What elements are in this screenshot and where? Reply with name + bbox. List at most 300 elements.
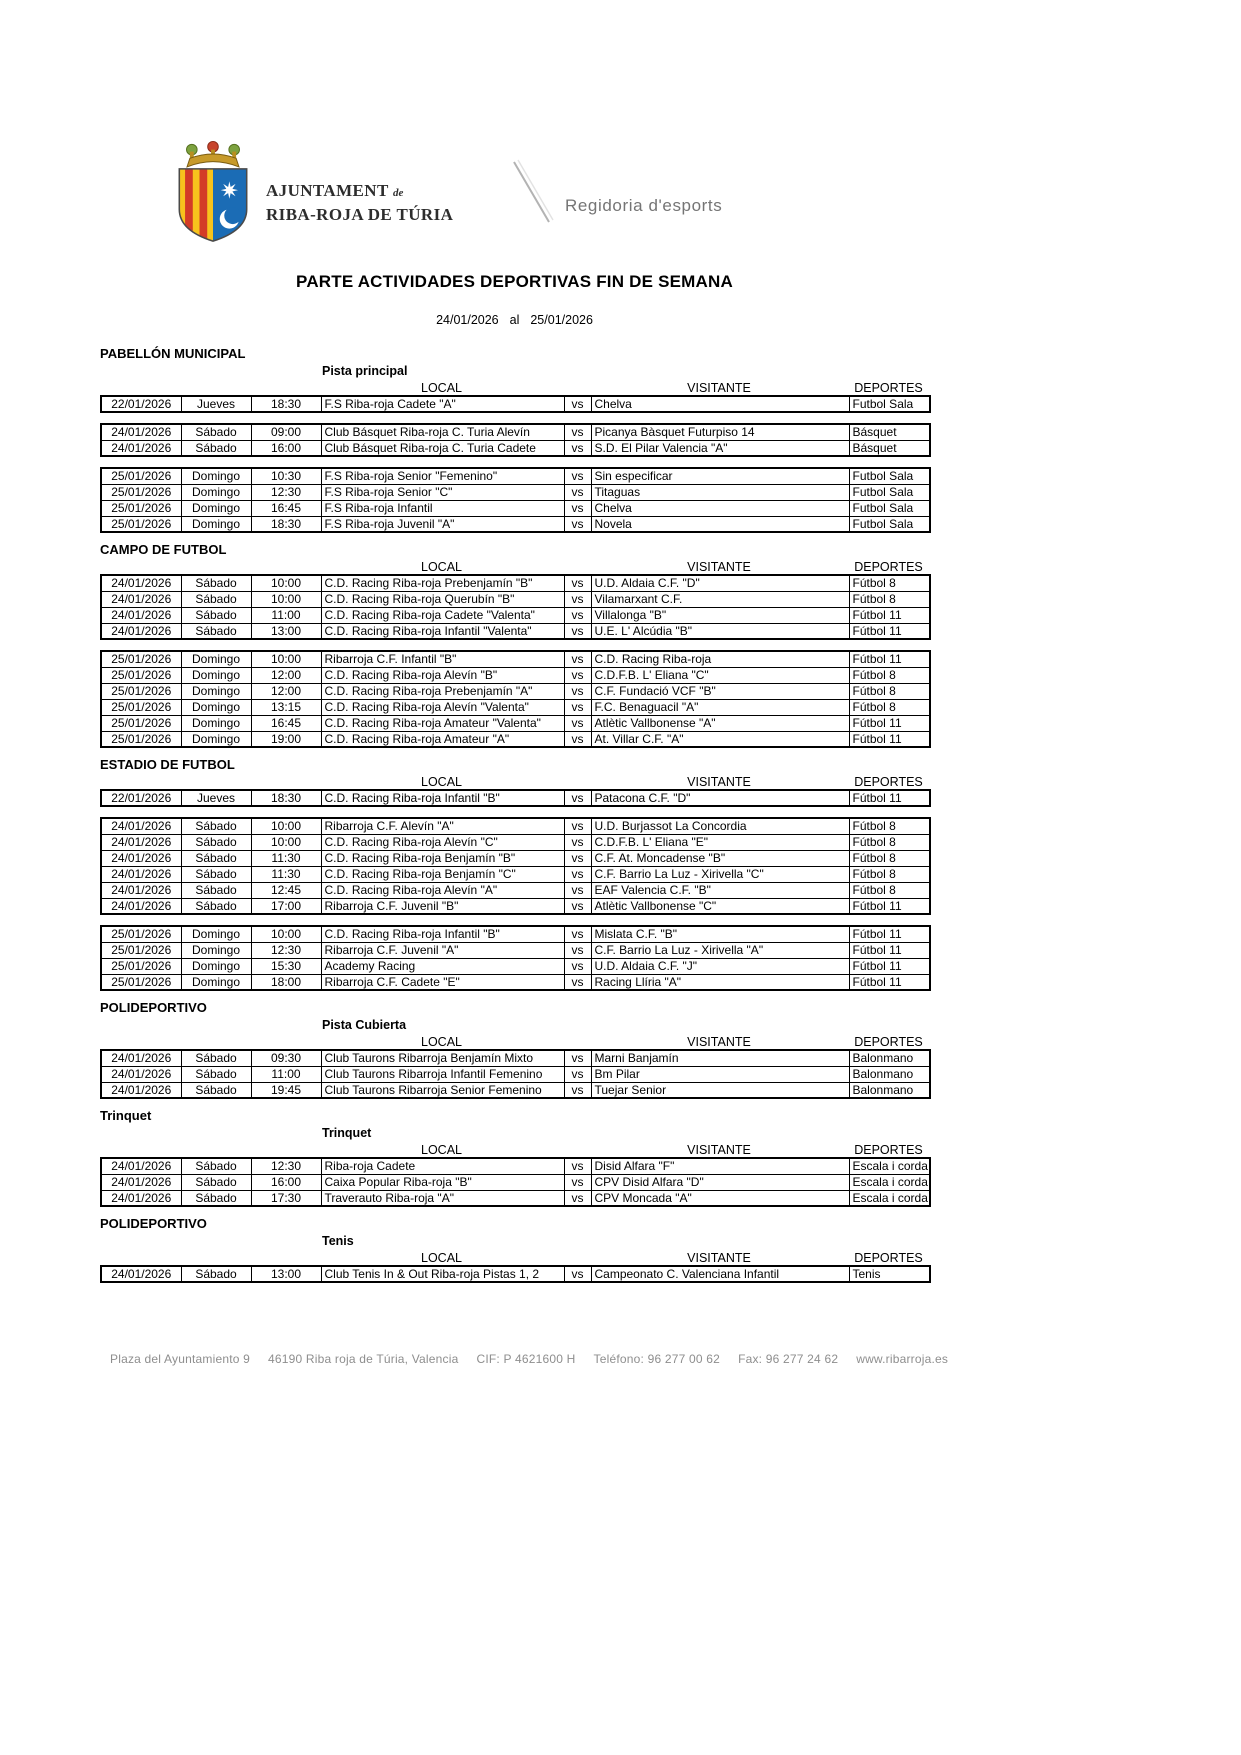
match-date: 25/01/2026 bbox=[101, 468, 181, 484]
matches-table bbox=[100, 817, 931, 915]
match-row bbox=[101, 468, 930, 484]
date-separator: al bbox=[509, 313, 520, 327]
venue-heading: POLIDEPORTIVO bbox=[100, 1000, 207, 1015]
match-day: Domingo bbox=[181, 715, 251, 731]
match-day: Jueves bbox=[181, 790, 251, 806]
match-date: 24/01/2026 bbox=[101, 818, 181, 834]
match-local-team: F.S Riba-roja Infantil bbox=[321, 500, 564, 516]
match-visiting-team: Titaguas bbox=[591, 484, 849, 500]
match-day: Sábado bbox=[181, 1158, 251, 1174]
col-header-local: LOCAL bbox=[421, 1143, 462, 1157]
shield-icon bbox=[179, 169, 246, 244]
vs-label: vs bbox=[564, 607, 591, 623]
match-local-team: Ribarroja C.F. Cadete "E" bbox=[321, 974, 564, 990]
match-time: 18:30 bbox=[251, 396, 321, 412]
vs-label: vs bbox=[564, 1066, 591, 1082]
star-icon bbox=[221, 181, 238, 198]
match-visiting-team: U.D. Aldaia C.F. "D" bbox=[591, 575, 849, 591]
footer bbox=[110, 1352, 1190, 1366]
match-visiting-team: At. Villar C.F. "A" bbox=[591, 731, 849, 747]
col-header-deportes: DEPORTES bbox=[854, 775, 923, 789]
match-local-team: Club Taurons Ribarroja Benjamín Mixto bbox=[321, 1050, 564, 1066]
match-sport: Fútbol 11 bbox=[849, 607, 930, 623]
footer-segment: 46190 Riba roja de Túria, Valencia bbox=[268, 1352, 459, 1366]
match-date: 25/01/2026 bbox=[101, 942, 181, 958]
match-visiting-team: C.F. At. Moncadense "B" bbox=[591, 850, 849, 866]
col-header-visitante: VISITANTE bbox=[687, 1143, 751, 1157]
match-visiting-team: Tuejar Senior bbox=[591, 1082, 849, 1098]
match-visiting-team: U.D. Aldaia C.F. "J" bbox=[591, 958, 849, 974]
match-sport: Fútbol 11 bbox=[849, 942, 930, 958]
match-sport: Fútbol 8 bbox=[849, 683, 930, 699]
match-time: 11:30 bbox=[251, 850, 321, 866]
town-coat-of-arms-logo bbox=[168, 140, 258, 244]
match-day: Jueves bbox=[181, 396, 251, 412]
match-groups bbox=[100, 1157, 929, 1207]
match-local-team: C.D. Racing Riba-roja Benjamín "B" bbox=[321, 850, 564, 866]
vs-label: vs bbox=[564, 974, 591, 990]
vs-label: vs bbox=[564, 1266, 591, 1282]
match-row bbox=[101, 834, 930, 850]
match-time: 17:30 bbox=[251, 1190, 321, 1206]
col-header-local: LOCAL bbox=[421, 775, 462, 789]
match-row bbox=[101, 1266, 930, 1282]
footer-segment: Teléfono: 96 277 00 62 bbox=[593, 1352, 721, 1366]
match-local-team: F.S Riba-roja Juvenil "A" bbox=[321, 516, 564, 532]
match-time: 19:00 bbox=[251, 731, 321, 747]
match-sport: Balonmano bbox=[849, 1050, 930, 1066]
vs-label: vs bbox=[564, 926, 591, 942]
match-day: Domingo bbox=[181, 683, 251, 699]
column-headers bbox=[100, 558, 929, 574]
match-row bbox=[101, 683, 930, 699]
match-time: 10:00 bbox=[251, 591, 321, 607]
venue-section bbox=[100, 346, 929, 533]
match-time: 10:00 bbox=[251, 834, 321, 850]
match-day: Sábado bbox=[181, 1050, 251, 1066]
match-day: Domingo bbox=[181, 468, 251, 484]
match-local-team: C.D. Racing Riba-roja Benjamín "C" bbox=[321, 866, 564, 882]
venue-heading: PABELLÓN MUNICIPAL bbox=[100, 346, 246, 361]
column-headers bbox=[100, 773, 929, 789]
match-local-team: C.D. Racing Riba-roja Alevín "B" bbox=[321, 667, 564, 683]
match-sport: Fútbol 11 bbox=[849, 623, 930, 639]
crown-icon bbox=[187, 141, 240, 167]
match-row bbox=[101, 1190, 930, 1206]
match-row bbox=[101, 575, 930, 591]
match-sport: Fútbol 11 bbox=[849, 898, 930, 914]
footer-segment: CIF: P 4621600 H bbox=[476, 1352, 576, 1366]
match-date: 22/01/2026 bbox=[101, 790, 181, 806]
match-local-team: Club Taurons Ribarroja Senior Femenino bbox=[321, 1082, 564, 1098]
match-sport: Fútbol 11 bbox=[849, 926, 930, 942]
match-row bbox=[101, 882, 930, 898]
match-local-team: Ribarroja C.F. Alevín "A" bbox=[321, 818, 564, 834]
venue-section bbox=[100, 1216, 929, 1283]
match-row bbox=[101, 926, 930, 942]
match-time: 16:00 bbox=[251, 440, 321, 456]
match-row bbox=[101, 424, 930, 440]
vs-label: vs bbox=[564, 1082, 591, 1098]
match-row bbox=[101, 1158, 930, 1174]
venue-heading: POLIDEPORTIVO bbox=[100, 1216, 207, 1231]
footer-segment: Plaza del Ayuntamiento 9 bbox=[110, 1352, 251, 1366]
match-time: 09:00 bbox=[251, 424, 321, 440]
match-time: 17:00 bbox=[251, 898, 321, 914]
match-row bbox=[101, 974, 930, 990]
match-time: 11:00 bbox=[251, 607, 321, 623]
match-time: 12:00 bbox=[251, 683, 321, 699]
match-sport: Fútbol 8 bbox=[849, 591, 930, 607]
match-sport: Fútbol 8 bbox=[849, 667, 930, 683]
match-day: Sábado bbox=[181, 834, 251, 850]
org-name-line1: AJUNTAMENT bbox=[266, 181, 389, 200]
match-local-team: F.S Riba-roja Cadete "A" bbox=[321, 396, 564, 412]
match-date: 25/01/2026 bbox=[101, 974, 181, 990]
match-visiting-team: Chelva bbox=[591, 500, 849, 516]
match-row bbox=[101, 1050, 930, 1066]
match-time: 16:00 bbox=[251, 1174, 321, 1190]
court-heading: Tenis bbox=[322, 1234, 354, 1248]
matches-table bbox=[100, 1049, 931, 1099]
match-date: 25/01/2026 bbox=[101, 500, 181, 516]
match-sport: Escala i corda bbox=[849, 1174, 930, 1190]
col-header-local: LOCAL bbox=[421, 381, 462, 395]
match-local-team: C.D. Racing Riba-roja Alevín "Valenta" bbox=[321, 699, 564, 715]
match-sport: Fútbol 8 bbox=[849, 575, 930, 591]
match-sport: Básquet bbox=[849, 440, 930, 456]
match-time: 12:30 bbox=[251, 942, 321, 958]
match-day: Sábado bbox=[181, 850, 251, 866]
match-day: Domingo bbox=[181, 651, 251, 667]
match-local-team: Club Tenis In & Out Riba-roja Pistas 1, 2 bbox=[321, 1266, 564, 1282]
match-date: 24/01/2026 bbox=[101, 882, 181, 898]
match-day: Sábado bbox=[181, 591, 251, 607]
vs-label: vs bbox=[564, 1158, 591, 1174]
match-time: 13:00 bbox=[251, 1266, 321, 1282]
match-visiting-team: Disid Alfara "F" bbox=[591, 1158, 849, 1174]
match-visiting-team: U.D. Burjassot La Concordia bbox=[591, 818, 849, 834]
match-sport: Futbol Sala bbox=[849, 500, 930, 516]
match-row bbox=[101, 440, 930, 456]
match-sport: Futbol Sala bbox=[849, 396, 930, 412]
vs-label: vs bbox=[564, 731, 591, 747]
match-row bbox=[101, 396, 930, 412]
match-sport: Fútbol 8 bbox=[849, 699, 930, 715]
match-time: 10:00 bbox=[251, 818, 321, 834]
date-to: 25/01/2026 bbox=[530, 313, 593, 327]
match-visiting-team: Chelva bbox=[591, 396, 849, 412]
match-day: Domingo bbox=[181, 516, 251, 532]
match-date: 25/01/2026 bbox=[101, 715, 181, 731]
match-row bbox=[101, 715, 930, 731]
match-sport: Fútbol 8 bbox=[849, 834, 930, 850]
department-name: Regidoria d'esports bbox=[565, 196, 723, 215]
match-visiting-team: CPV Disid Alfara "D" bbox=[591, 1174, 849, 1190]
match-date: 25/01/2026 bbox=[101, 651, 181, 667]
match-row bbox=[101, 866, 930, 882]
venue-heading: CAMPO DE FUTBOL bbox=[100, 542, 227, 557]
match-sport: Fútbol 11 bbox=[849, 715, 930, 731]
match-day: Sábado bbox=[181, 1190, 251, 1206]
org-name-particle: de bbox=[393, 187, 404, 199]
match-groups bbox=[100, 1265, 929, 1283]
match-day: Sábado bbox=[181, 607, 251, 623]
match-visiting-team: Vilamarxant C.F. bbox=[591, 591, 849, 607]
match-date: 24/01/2026 bbox=[101, 1190, 181, 1206]
match-day: Sábado bbox=[181, 818, 251, 834]
matches-table bbox=[100, 574, 931, 640]
match-time: 10:00 bbox=[251, 926, 321, 942]
col-header-visitante: VISITANTE bbox=[687, 560, 751, 574]
match-date: 24/01/2026 bbox=[101, 1174, 181, 1190]
match-sport: Fútbol 8 bbox=[849, 850, 930, 866]
match-time: 15:30 bbox=[251, 958, 321, 974]
vs-label: vs bbox=[564, 651, 591, 667]
match-time: 13:15 bbox=[251, 699, 321, 715]
match-row bbox=[101, 607, 930, 623]
match-groups bbox=[100, 1049, 929, 1099]
match-visiting-team: Novela bbox=[591, 516, 849, 532]
match-date: 25/01/2026 bbox=[101, 683, 181, 699]
col-header-local: LOCAL bbox=[421, 1035, 462, 1049]
col-header-deportes: DEPORTES bbox=[854, 1143, 923, 1157]
match-date: 25/01/2026 bbox=[101, 484, 181, 500]
match-sport: Futbol Sala bbox=[849, 516, 930, 532]
vs-label: vs bbox=[564, 699, 591, 715]
page-title: PARTE ACTIVIDADES DEPORTIVAS FIN DE SEMANA bbox=[296, 272, 733, 291]
match-sport: Balonmano bbox=[849, 1066, 930, 1082]
match-date: 24/01/2026 bbox=[101, 607, 181, 623]
match-visiting-team: Sin especificar bbox=[591, 468, 849, 484]
match-row bbox=[101, 699, 930, 715]
match-sport: Futbol Sala bbox=[849, 484, 930, 500]
match-date: 22/01/2026 bbox=[101, 396, 181, 412]
match-row bbox=[101, 516, 930, 532]
vs-label: vs bbox=[564, 1174, 591, 1190]
match-groups bbox=[100, 395, 929, 533]
match-date: 24/01/2026 bbox=[101, 898, 181, 914]
match-date: 24/01/2026 bbox=[101, 1050, 181, 1066]
match-day: Sábado bbox=[181, 1066, 251, 1082]
vs-label: vs bbox=[564, 591, 591, 607]
match-local-team: Ribarroja C.F. Juvenil "B" bbox=[321, 898, 564, 914]
vs-label: vs bbox=[564, 790, 591, 806]
match-time: 19:45 bbox=[251, 1082, 321, 1098]
match-visiting-team: C.D. Racing Riba-roja bbox=[591, 651, 849, 667]
match-visiting-team: Picanya Bàsquet Futurpiso 14 bbox=[591, 424, 849, 440]
match-local-team: Club Básquet Riba-roja C. Turia Alevín bbox=[321, 424, 564, 440]
column-headers bbox=[100, 1141, 929, 1157]
vs-label: vs bbox=[564, 818, 591, 834]
matches-table bbox=[100, 789, 931, 807]
venue-heading: Trinquet bbox=[100, 1108, 152, 1123]
match-sport: Fútbol 11 bbox=[849, 974, 930, 990]
match-sport: Escala i corda bbox=[849, 1158, 930, 1174]
col-header-deportes: DEPORTES bbox=[854, 1251, 923, 1265]
match-visiting-team: CPV Moncada "A" bbox=[591, 1190, 849, 1206]
match-groups bbox=[100, 574, 929, 748]
match-local-team: C.D. Racing Riba-roja Prebenjamín "B" bbox=[321, 575, 564, 591]
match-row bbox=[101, 623, 930, 639]
match-time: 10:00 bbox=[251, 575, 321, 591]
match-time: 13:00 bbox=[251, 623, 321, 639]
match-date: 24/01/2026 bbox=[101, 1066, 181, 1082]
court-heading: Pista Cubierta bbox=[322, 1018, 407, 1032]
match-time: 09:30 bbox=[251, 1050, 321, 1066]
match-time: 18:30 bbox=[251, 790, 321, 806]
match-row bbox=[101, 958, 930, 974]
match-visiting-team: Mislata C.F. "B" bbox=[591, 926, 849, 942]
match-date: 24/01/2026 bbox=[101, 850, 181, 866]
match-local-team: Ribarroja C.F. Juvenil "A" bbox=[321, 942, 564, 958]
match-time: 10:00 bbox=[251, 651, 321, 667]
diagonal-divider bbox=[505, 158, 557, 228]
match-local-team: Academy Racing bbox=[321, 958, 564, 974]
match-date: 24/01/2026 bbox=[101, 1266, 181, 1282]
match-local-team: C.D. Racing Riba-roja Infantil "Valenta" bbox=[321, 623, 564, 639]
match-day: Sábado bbox=[181, 623, 251, 639]
match-local-team: C.D. Racing Riba-roja Amateur "A" bbox=[321, 731, 564, 747]
match-sport: Fútbol 8 bbox=[849, 866, 930, 882]
match-row bbox=[101, 818, 930, 834]
match-sport: Futbol Sala bbox=[849, 468, 930, 484]
match-time: 12:45 bbox=[251, 882, 321, 898]
match-groups bbox=[100, 789, 929, 991]
match-visiting-team: C.F. Barrio La Luz - Xirivella "C" bbox=[591, 866, 849, 882]
match-day: Sábado bbox=[181, 575, 251, 591]
match-time: 12:00 bbox=[251, 667, 321, 683]
match-sport: Fútbol 11 bbox=[849, 790, 930, 806]
vs-label: vs bbox=[564, 484, 591, 500]
col-header-visitante: VISITANTE bbox=[687, 1035, 751, 1049]
vs-label: vs bbox=[564, 623, 591, 639]
match-day: Domingo bbox=[181, 942, 251, 958]
match-visiting-team: Atlètic Vallbonense "A" bbox=[591, 715, 849, 731]
match-day: Sábado bbox=[181, 424, 251, 440]
matches-table bbox=[100, 1265, 931, 1283]
match-local-team: C.D. Racing Riba-roja Infantil "B" bbox=[321, 790, 564, 806]
match-sport: Fútbol 8 bbox=[849, 882, 930, 898]
match-row bbox=[101, 651, 930, 667]
match-local-team: Club Taurons Ribarroja Infantil Femenino bbox=[321, 1066, 564, 1082]
match-row bbox=[101, 731, 930, 747]
match-sport: Escala i corda bbox=[849, 1190, 930, 1206]
vs-label: vs bbox=[564, 424, 591, 440]
match-day: Sábado bbox=[181, 866, 251, 882]
match-day: Sábado bbox=[181, 1266, 251, 1282]
match-day: Domingo bbox=[181, 974, 251, 990]
venue-section bbox=[100, 1000, 929, 1099]
vs-label: vs bbox=[564, 468, 591, 484]
match-date: 24/01/2026 bbox=[101, 575, 181, 591]
match-date: 25/01/2026 bbox=[101, 516, 181, 532]
match-visiting-team: Patacona C.F. "D" bbox=[591, 790, 849, 806]
match-sport: Básquet bbox=[849, 424, 930, 440]
vs-label: vs bbox=[564, 1190, 591, 1206]
match-row bbox=[101, 1066, 930, 1082]
vs-label: vs bbox=[564, 575, 591, 591]
match-visiting-team: EAF Valencia C.F. "B" bbox=[591, 882, 849, 898]
match-visiting-team: C.D.F.B. L' Eliana "E" bbox=[591, 834, 849, 850]
venue-heading: ESTADIO DE FUTBOL bbox=[100, 757, 235, 772]
match-local-team: Ribarroja C.F. Infantil "B" bbox=[321, 651, 564, 667]
match-date: 25/01/2026 bbox=[101, 667, 181, 683]
venue-section bbox=[100, 1108, 929, 1207]
match-row bbox=[101, 591, 930, 607]
vs-label: vs bbox=[564, 898, 591, 914]
match-visiting-team: U.E. L' Alcúdia "B" bbox=[591, 623, 849, 639]
footer-segment: www.ribarroja.es bbox=[856, 1352, 949, 1366]
col-header-visitante: VISITANTE bbox=[687, 775, 751, 789]
court-heading: Trinquet bbox=[322, 1126, 372, 1140]
match-time: 12:30 bbox=[251, 1158, 321, 1174]
column-headers bbox=[100, 1033, 929, 1049]
match-visiting-team: C.D.F.B. L' Eliana "C" bbox=[591, 667, 849, 683]
match-local-team: C.D. Racing Riba-roja Prebenjamín "A" bbox=[321, 683, 564, 699]
match-row bbox=[101, 850, 930, 866]
organization-name bbox=[266, 180, 453, 225]
match-day: Sábado bbox=[181, 440, 251, 456]
match-time: 18:00 bbox=[251, 974, 321, 990]
match-date: 24/01/2026 bbox=[101, 1158, 181, 1174]
match-day: Domingo bbox=[181, 500, 251, 516]
match-day: Domingo bbox=[181, 958, 251, 974]
match-row bbox=[101, 1174, 930, 1190]
match-day: Domingo bbox=[181, 667, 251, 683]
vs-label: vs bbox=[564, 516, 591, 532]
match-day: Sábado bbox=[181, 882, 251, 898]
match-date: 24/01/2026 bbox=[101, 834, 181, 850]
match-date: 24/01/2026 bbox=[101, 440, 181, 456]
match-visiting-team: C.F. Fundació VCF "B" bbox=[591, 683, 849, 699]
match-visiting-team: S.D. El Pilar Valencia "A" bbox=[591, 440, 849, 456]
match-local-team: C.D. Racing Riba-roja Cadete "Valenta" bbox=[321, 607, 564, 623]
match-date: 25/01/2026 bbox=[101, 699, 181, 715]
match-visiting-team: C.F. Barrio La Luz - Xirivella "A" bbox=[591, 942, 849, 958]
match-row bbox=[101, 790, 930, 806]
matches-table bbox=[100, 467, 931, 533]
match-local-team: Traverauto Riba-roja "A" bbox=[321, 1190, 564, 1206]
column-headers bbox=[100, 1249, 929, 1265]
col-header-visitante: VISITANTE bbox=[687, 1251, 751, 1265]
match-row bbox=[101, 942, 930, 958]
vs-label: vs bbox=[564, 683, 591, 699]
org-name-line2: RIBA-ROJA DE TÚRIA bbox=[266, 205, 454, 224]
sections bbox=[100, 346, 929, 1283]
column-headers bbox=[100, 379, 929, 395]
match-day: Sábado bbox=[181, 1174, 251, 1190]
match-day: Domingo bbox=[181, 731, 251, 747]
match-date: 24/01/2026 bbox=[101, 1082, 181, 1098]
date-range bbox=[100, 313, 929, 327]
vs-label: vs bbox=[564, 500, 591, 516]
match-date: 25/01/2026 bbox=[101, 958, 181, 974]
match-row bbox=[101, 500, 930, 516]
match-row bbox=[101, 484, 930, 500]
matches-table bbox=[100, 395, 931, 413]
match-local-team: C.D. Racing Riba-roja Alevín "A" bbox=[321, 882, 564, 898]
matches-table bbox=[100, 423, 931, 457]
match-local-team: Caixa Popular Riba-roja "B" bbox=[321, 1174, 564, 1190]
match-time: 11:30 bbox=[251, 866, 321, 882]
match-row bbox=[101, 1082, 930, 1098]
match-time: 16:45 bbox=[251, 500, 321, 516]
match-day: Domingo bbox=[181, 699, 251, 715]
match-sport: Fútbol 8 bbox=[849, 818, 930, 834]
match-date: 24/01/2026 bbox=[101, 591, 181, 607]
match-local-team: C.D. Racing Riba-roja Amateur "Valenta" bbox=[321, 715, 564, 731]
